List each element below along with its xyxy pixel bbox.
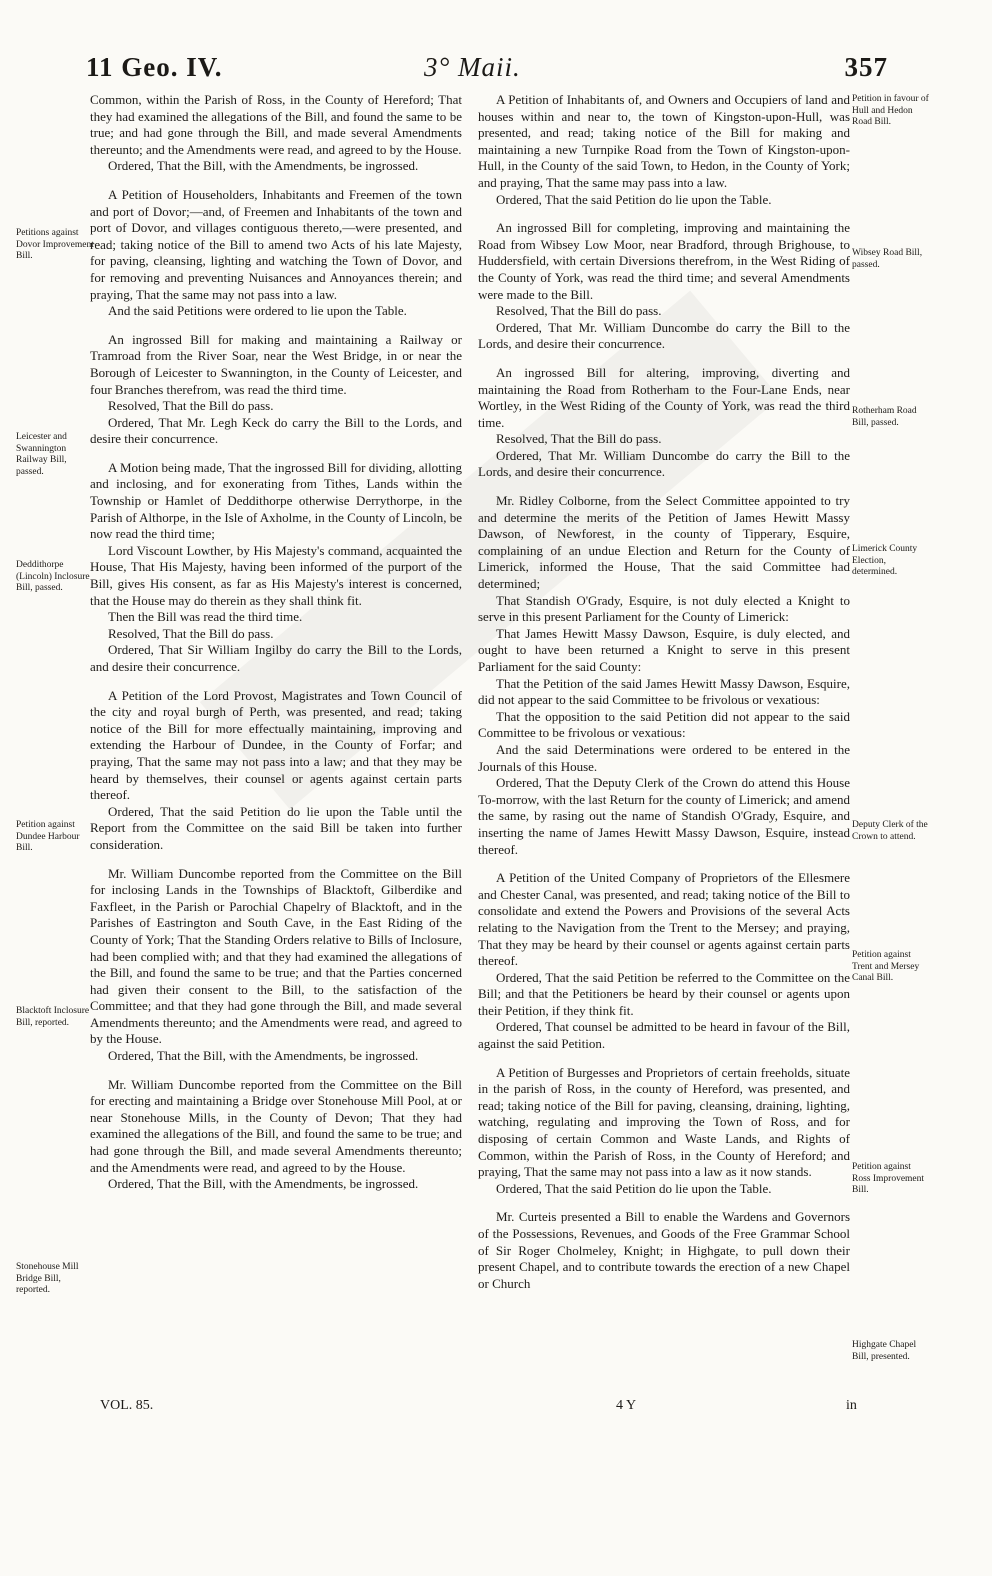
margin-note: Petitions against Dovor Improvement Bill.	[16, 228, 94, 261]
margin-note: Petition against Dundee Harbour Bill.	[16, 820, 80, 853]
entry	[90, 187, 462, 320]
paragraph: Ordered, That the said Petition do lie upon the Table until the Report from the Committee on the said Bill be taken into further consideration.	[90, 803, 462, 852]
paragraph: A Petition of the United Company of Proprietors of the Ellesmere and Chester Canal, was presented, and read; taking notice of the Bill to consolidate and extend the Powers and Provisions of the several Acts relating to the Navigation from the Trent to the Mersey; and praying, That they may be heard by their counsel or agents against certain parts thereof.	[478, 870, 850, 969]
paragraph: Resolved, That the Bill do pass.	[108, 398, 274, 414]
paragraph: And the said Petitions were ordered to lie upon the Table.	[108, 303, 407, 319]
paragraph: Then the Bill was read the third time.	[108, 609, 303, 625]
paragraph: That the opposition to the said Petition did not appear to the said Committee to be frivolous or vexatious:	[478, 708, 850, 741]
entry	[90, 1077, 462, 1193]
catchword: in	[846, 1398, 857, 1413]
paragraph: An ingrossed Bill for completing, improving and maintaining the Road from Wibsey Low Moor, near Bradford, through Brighouse, to Huddersfield, with certain Diversions therefrom, in the West Riding of the County of York, was read the third time; and several Amendments were made to the Bill.	[478, 220, 850, 302]
margin-note: Stonehouse Mill Bridge Bill, reported.	[16, 1262, 79, 1295]
entry	[478, 365, 850, 481]
paragraph: Ordered, That the Bill, with the Amendments, be ingrossed.	[108, 1048, 419, 1064]
left-column	[90, 92, 462, 1205]
paragraph: Ordered, That Mr. Legh Keck do carry the Bill to the Lords, and desire their concurrence.	[90, 414, 462, 447]
page-header	[86, 52, 888, 96]
paragraph: That James Hewitt Massy Dawson, Esquire, is duly elected, and ought to have been returned a Knight to serve in this present Parliament for the said County:	[478, 625, 850, 674]
running-head-regnal-year: 11 Geo. IV.	[86, 52, 223, 82]
paragraph: A Motion being made, That the ingrossed Bill for dividing, allotting and inclosing, and for exonerating from Tithes, Lands within the Township or Hamlet of Deddithorpe otherwise Derrythorpe, in the Parish of Althorpe, in the Isle of Axholme, in the County of Lincoln, be now read the third time;	[90, 459, 462, 542]
paragraph: Common, within the Parish of Ross, in the County of Hereford; That they had examined the allegations of the Bill, and found the same to be true; and had gone through the Bill, and made several Amendments thereunto; and the Amendments were read, and agreed to by the House.	[90, 92, 462, 157]
paragraph: Mr. William Duncombe reported from the Committee on the Bill for erecting and maintaining a Bridge over Stonehouse Mill Pool, at or near Stonehouse Mills, in the County of Devon; That they had examined the allegations of the Bill, and found the same to be true; and had gone through the Bill, and made several Amendments thereunto; and the Amendments were read, and agreed to by the House.	[90, 1076, 462, 1175]
paragraph: Ordered, That Sir William Ingilby do carry the Bill to the Lords, and desire their concurrence.	[90, 642, 462, 674]
paragraph: That Standish O'Grady, Esquire, is not duly elected a Knight to serve in this present Parliament for the County of Limerick:	[478, 592, 850, 625]
margin-note: Blacktoft Inclosure Bill, reported.	[16, 1006, 90, 1028]
paragraph: Mr. Ridley Colborne, from the Select Committee appointed to try and determine the merits of the Petition of James Hewitt Massy Dawson, of Newforest, in the county of Tipperary, Esquire, complaining of an undue Election and Return for the County of Limerick, informed the House, That the said Committee had determined;	[478, 493, 850, 592]
paragraph: Ordered, That counsel be admitted to be heard in favour of the Bill, against the said Petition.	[478, 1019, 850, 1052]
paragraph: A Petition of the Lord Provost, Magistrates and Town Council of the city and royal burgh of Perth, was presented, and read; taking notice of the Bill for more effectually maintaining, improving and extending the Harbour of Dundee, in the County of Forfar; and praying, That the same may not pass into a law; and that they may be heard by themselves, their counsel or agents against certain parts thereof.	[90, 687, 462, 803]
page-number: 357	[844, 52, 888, 82]
entry	[90, 460, 462, 676]
margin-note: Limerick County Election, determined.	[852, 544, 918, 577]
entry	[478, 92, 850, 208]
page-footer	[0, 1398, 992, 1418]
paragraph: A Petition of Inhabitants of, and Owners and Occupiers of land and houses within and near to, the town of Kingston-upon-Hull, was presented, and read; taking notice of the Bill for making and maintaining a new Turnpike Road from the Town of Kingston-upon-Hull, in the County of the said Town, to Hedon, in the County of York; and praying, That the same may pass into a law.	[478, 92, 850, 190]
margin-note: Rotherham Road Bill, passed.	[852, 406, 917, 428]
paragraph: Ordered, That Mr. William Duncombe do carry the Bill to the Lords, and desire their concurrence.	[478, 447, 850, 480]
paragraph: Mr. Curteis presented a Bill to enable the Wardens and Governors of the Possessions, Revenues, and Goods of the Free Grammar School of Sir Roger Cholmeley, Knight; in Highgate, to pull down their present Chapel, and to contribute towards the erection of a new Chapel or Church	[478, 1209, 850, 1291]
margin-note: Leicester and Swannington Railway Bill, passed.	[16, 432, 67, 477]
entry	[90, 688, 462, 854]
paragraph: A Petition of Householders, Inhabitants and Freemen of the town and port of Dovor;—and, of Freemen and Inhabitants of the town and port of Dovor, and villages contiguous thereto,—were presented, and read; taking notice of the Bill to amend two Acts of his late Majesty, for paving, cleansing, lighting and watching the Town of Dovor, and for removing and preventing Nuisances and Annoyances therein; and praying, That the same may not pass into a law.	[90, 186, 462, 302]
entry	[90, 866, 462, 1065]
paragraph: Resolved, That the Bill do pass.	[496, 303, 662, 319]
entry	[478, 1065, 850, 1198]
paragraph: Ordered, That the said Petition do lie upon the Table.	[496, 191, 772, 207]
entry	[478, 493, 850, 858]
margin-note: Deputy Clerk of the Crown to attend.	[852, 820, 928, 842]
running-head-date: 3° Maii.	[424, 52, 521, 82]
volume-number: VOL. 85.	[100, 1398, 154, 1413]
margin-note: Highgate Chapel Bill, presented.	[852, 1340, 917, 1362]
entry	[90, 92, 462, 175]
paragraph: A Petition of Burgesses and Proprietors of certain freeholds, situate in the parish of Ross, in the county of Hereford, was presented, and read; taking notice of the Bill for paving, cleansing, draining, lighting, watching, regulating and improving the Town of Ross, and for disposing of certain Common and Waste Lands, and Rights of Common, within the Parish of Ross, in the County of Hereford; and praying, That the same may not pass into a law as it now stands.	[478, 1064, 850, 1180]
paragraph: An ingrossed Bill for making and maintaining a Railway or Tramroad from the River Soar, near the West Bridge, in or near the Borough of Leicester to Swannington, in the County of Leicester, and four Branches therefrom, was read the third time.	[90, 331, 462, 397]
paragraph: Resolved, That the Bill do pass.	[496, 431, 662, 447]
paragraph: Ordered, That the said Petition be referred to the Committee on the Bill; and that the Petitioners be heard by their counsel or agents upon their Petition, if they think fit.	[478, 969, 850, 1018]
paragraph: Lord Viscount Lowther, by His Majesty's command, acquainted the House, That His Majesty, having been informed of the purport of the Bill, gives His consent, as far as His Majesty's interest is concerned, that the House may do therein as they shall think fit.	[90, 542, 462, 608]
paragraph: Ordered, That Mr. William Duncombe do carry the Bill to the Lords, and desire their concurrence.	[478, 319, 850, 352]
right-column	[478, 92, 850, 1304]
paragraph: Ordered, That the Bill, with the Amendments, be ingrossed.	[108, 158, 419, 174]
paragraph: Ordered, That the Deputy Clerk of the Crown do attend this House To-morrow, with the last Return for the county of Limerick; and amend the same, by rasing out the name of Standish O'Grady, Esquire, and inserting the name of James Hewitt Massy Dawson, Esquire, instead thereof.	[478, 775, 850, 857]
paragraph: Resolved, That the Bill do pass.	[108, 625, 274, 641]
margin-note: Wibsey Road Bill, passed.	[852, 248, 923, 270]
entry	[478, 220, 850, 353]
paragraph: That the Petition of the said James Hewitt Massy Dawson, Esquire, did not appear to the said Committee to be frivolous or vexatious:	[478, 675, 850, 708]
margin-note: Deddithorpe (Lincoln) Inclosure Bill, passed.	[16, 560, 90, 593]
paragraph: And the said Determinations were ordered to be entered in the Journals of this House.	[478, 741, 850, 774]
paragraph: Ordered, That the Bill, with the Amendments, be ingrossed.	[108, 1176, 419, 1192]
entry	[478, 870, 850, 1053]
margin-note: Petition against Trent and Mersey Canal Bill.	[852, 950, 920, 983]
entry	[90, 332, 462, 448]
signature-mark: 4 Y	[616, 1398, 637, 1413]
margin-note: Petition against Ross Improvement Bill.	[852, 1162, 925, 1195]
paragraph: Ordered, That the said Petition do lie upon the Table.	[496, 1180, 772, 1196]
margin-note: Petition in favour of Hull and Hedon Road Bill.	[852, 94, 929, 127]
paragraph: An ingrossed Bill for altering, improving, diverting and maintaining the Road from Rotherham to the Four-Lane Ends, near Wortley, in the West Riding of the County of York, was read the third time.	[478, 364, 850, 430]
paragraph: Mr. William Duncombe reported from the Committee on the Bill for inclosing Lands in the Townships of Blacktoft, Gilberdike and Faxfleet, in the Parish or Parochial Chapelry of Blacktoft, and in the Parishes of Eastrington and South Cave, in the East Riding of the County of York; That the Standing Orders relative to Bills of Inclosure, had been complied with; and that they had examined the allegations of the Bill, and found the same to be true; and that the Parties concerned had given their consent to the Bill, to the satisfaction of the Committee; and that they had gone through the Bill, and made several Amendments thereunto; and the Amendments were read, and agreed to by the House.	[90, 865, 462, 1047]
entry	[478, 1209, 850, 1292]
